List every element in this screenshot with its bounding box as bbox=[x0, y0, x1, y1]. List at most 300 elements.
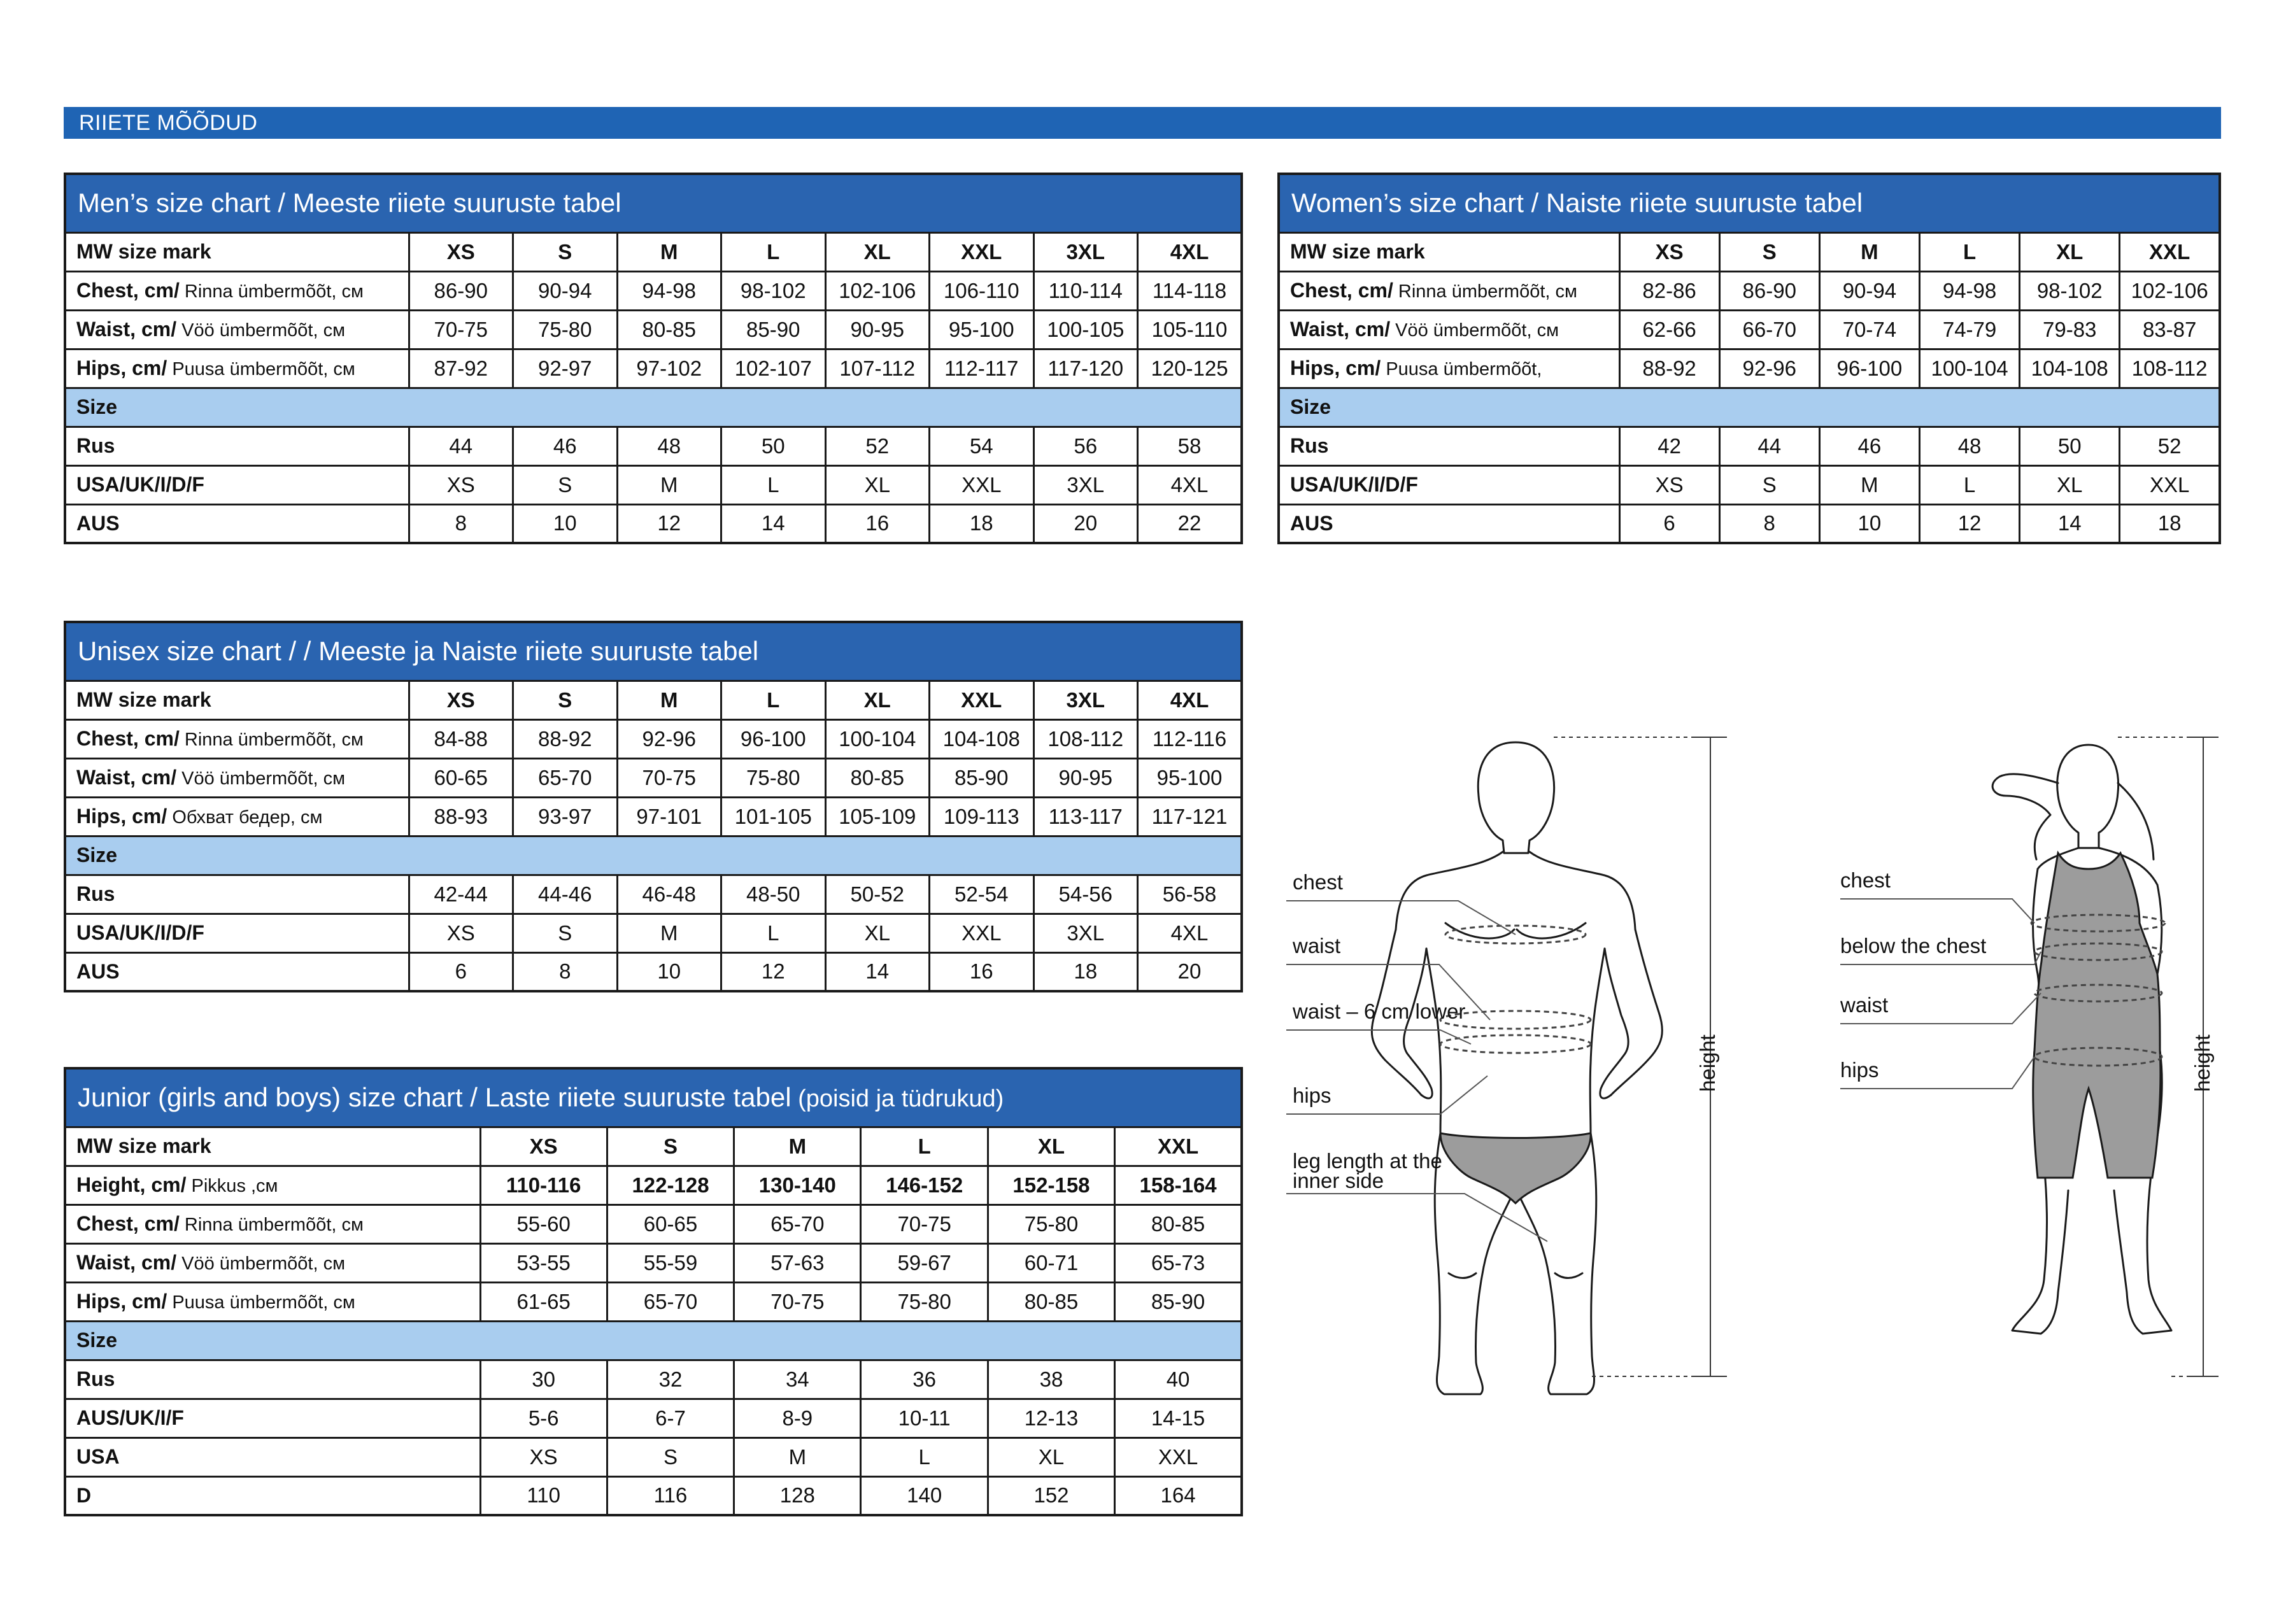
table-title: Women’s size chart / Naiste riiete suuruste tabel bbox=[1279, 174, 2220, 232]
table-cell: 48-50 bbox=[721, 875, 826, 914]
table-cell: 94-98 bbox=[617, 271, 721, 310]
table-cell: 58 bbox=[1138, 427, 1242, 465]
table-row bbox=[65, 758, 1242, 797]
table-cell: 75-80 bbox=[721, 758, 826, 797]
row-label: USA/UK/I/D/F bbox=[1279, 465, 1619, 504]
size-mark-cell: XXL bbox=[930, 681, 1034, 719]
table-cell: L bbox=[861, 1437, 988, 1476]
size-mark-cell: S bbox=[1719, 232, 1819, 271]
table-row bbox=[1279, 465, 2220, 504]
table-cell: M bbox=[1819, 465, 1919, 504]
table-cell: 84-88 bbox=[409, 719, 513, 758]
table-cell: 70-75 bbox=[617, 758, 721, 797]
table-cell: 110 bbox=[480, 1476, 607, 1515]
row-label bbox=[65, 310, 409, 349]
row-label-bold: Chest, cm/ bbox=[1290, 279, 1393, 302]
table-cell: XXL bbox=[930, 465, 1034, 504]
size-mark-cell: S bbox=[513, 232, 618, 271]
table-cell: 10-11 bbox=[861, 1399, 988, 1437]
row-label: MW size mark bbox=[1279, 232, 1619, 271]
table-cell: 94-98 bbox=[1919, 271, 2019, 310]
row-label-rest: Puusa ümbermõõt, bbox=[1381, 359, 1542, 379]
table-cell: 122-128 bbox=[607, 1166, 734, 1204]
male-chest-label: chest bbox=[1293, 870, 1343, 894]
size-mark-cell: M bbox=[617, 232, 721, 271]
size-mark-row bbox=[65, 232, 1242, 271]
size-mark-cell: 4XL bbox=[1138, 232, 1242, 271]
size-mark-row bbox=[65, 681, 1242, 719]
table-cell: 36 bbox=[861, 1360, 988, 1399]
table-cell: 152 bbox=[988, 1476, 1114, 1515]
size-mark-cell: XL bbox=[988, 1127, 1114, 1166]
table-cell: 52-54 bbox=[930, 875, 1034, 914]
row-label-bold: Height, cm/ bbox=[76, 1173, 187, 1196]
table-row bbox=[65, 427, 1242, 465]
male-waist-lower-label: waist – 6 cm lower bbox=[1293, 999, 1466, 1023]
table-cell: XS bbox=[409, 465, 513, 504]
table-cell: 6 bbox=[409, 952, 513, 991]
table-cell: 60-65 bbox=[607, 1204, 734, 1243]
table-cell: 14 bbox=[2020, 504, 2120, 543]
size-mark-cell: XS bbox=[480, 1127, 607, 1166]
table-cell: 48 bbox=[617, 427, 721, 465]
table-cell: 55-60 bbox=[480, 1204, 607, 1243]
table-cell: 8 bbox=[1719, 504, 1819, 543]
table-cell: 3XL bbox=[1033, 914, 1138, 952]
table-cell: 46 bbox=[513, 427, 618, 465]
table-cell: 75-80 bbox=[513, 310, 618, 349]
table-cell: 60-71 bbox=[988, 1243, 1114, 1282]
table-row bbox=[65, 465, 1242, 504]
size-mark-cell: XL bbox=[825, 681, 930, 719]
table-cell: 113-117 bbox=[1033, 797, 1138, 836]
table-row bbox=[65, 875, 1242, 914]
table-title bbox=[65, 1068, 1242, 1127]
row-label: MW size mark bbox=[65, 681, 409, 719]
table-cell: 146-152 bbox=[861, 1166, 988, 1204]
table-cell: 112-117 bbox=[930, 349, 1034, 388]
table-cell: 80-85 bbox=[1115, 1204, 1242, 1243]
size-section-label: Size bbox=[65, 388, 1242, 427]
female-below-chest-label: below the chest bbox=[1840, 934, 1987, 957]
row-label: Rus bbox=[1279, 427, 1619, 465]
size-mark-cell: S bbox=[607, 1127, 734, 1166]
size-mark-row bbox=[1279, 232, 2220, 271]
table-cell: 110-116 bbox=[480, 1166, 607, 1204]
table-cell: 14-15 bbox=[1115, 1399, 1242, 1437]
table-row bbox=[65, 914, 1242, 952]
row-label-bold: Hips, cm/ bbox=[1290, 357, 1381, 379]
size-mark-cell: M bbox=[617, 681, 721, 719]
row-label bbox=[65, 1166, 480, 1204]
title-main: Junior (girls and boys) size chart / Laste riiete suuruste tabel bbox=[78, 1082, 792, 1113]
table-cell: 80-85 bbox=[617, 310, 721, 349]
table-cell: 54 bbox=[930, 427, 1034, 465]
table-cell: 117-120 bbox=[1033, 349, 1138, 388]
row-label: Rus bbox=[65, 875, 409, 914]
row-label-bold: Waist, cm/ bbox=[76, 766, 177, 789]
table-cell: 110-114 bbox=[1033, 271, 1138, 310]
size-mark-cell: M bbox=[1819, 232, 1919, 271]
table-cell: 104-108 bbox=[930, 719, 1034, 758]
table-cell: 80-85 bbox=[825, 758, 930, 797]
table-cell: 100-104 bbox=[1919, 349, 2019, 388]
table-row bbox=[1279, 349, 2220, 388]
table-row bbox=[65, 1243, 1242, 1282]
table-cell: 108-112 bbox=[1033, 719, 1138, 758]
female-figure-illustration bbox=[1821, 732, 2229, 1407]
table-cell: 52 bbox=[825, 427, 930, 465]
table-cell: 100-105 bbox=[1033, 310, 1138, 349]
table-row bbox=[65, 1437, 1242, 1476]
size-mark-cell: XL bbox=[2020, 232, 2120, 271]
row-label bbox=[65, 271, 409, 310]
table-cell: 10 bbox=[513, 504, 618, 543]
row-label-rest: Rinna ümbermõõt, см bbox=[1393, 281, 1577, 302]
table-cell: XL bbox=[2020, 465, 2120, 504]
table-row bbox=[1279, 271, 2220, 310]
table-cell: 61-65 bbox=[480, 1282, 607, 1321]
table-cell: XXL bbox=[1115, 1437, 1242, 1476]
table-cell: 44 bbox=[409, 427, 513, 465]
male-leg-length-label-2: inner side bbox=[1293, 1169, 1384, 1192]
female-waist-label: waist bbox=[1840, 993, 1889, 1017]
row-label-rest: Vöö ümbermõõt, см bbox=[1390, 320, 1559, 341]
row-label bbox=[65, 349, 409, 388]
table-cell: 70-75 bbox=[409, 310, 513, 349]
table-cell: 10 bbox=[1819, 504, 1919, 543]
table-row bbox=[1279, 427, 2220, 465]
unisex-size-table bbox=[64, 621, 1243, 992]
table-cell: 93-97 bbox=[513, 797, 618, 836]
table-cell: 16 bbox=[825, 504, 930, 543]
table-cell: 98-102 bbox=[2020, 271, 2120, 310]
table-cell: 50 bbox=[721, 427, 826, 465]
table-cell: 128 bbox=[734, 1476, 861, 1515]
size-mark-cell: 3XL bbox=[1033, 681, 1138, 719]
table-row bbox=[65, 719, 1242, 758]
table-cell: 117-121 bbox=[1138, 797, 1242, 836]
table-cell: 114-118 bbox=[1138, 271, 1242, 310]
table-cell: 90-95 bbox=[825, 310, 930, 349]
table-cell: 40 bbox=[1115, 1360, 1242, 1399]
table-cell: XXL bbox=[2120, 465, 2220, 504]
table-row bbox=[65, 310, 1242, 349]
table-cell: 66-70 bbox=[1719, 310, 1819, 349]
table-cell: 44-46 bbox=[513, 875, 618, 914]
table-cell: 70-74 bbox=[1819, 310, 1919, 349]
table-row bbox=[65, 271, 1242, 310]
table-row bbox=[65, 1476, 1242, 1515]
table-cell: 90-94 bbox=[1819, 271, 1919, 310]
table-cell: S bbox=[513, 465, 618, 504]
table-cell: L bbox=[721, 465, 826, 504]
size-mark-cell: L bbox=[1919, 232, 2019, 271]
table-cell: M bbox=[734, 1437, 861, 1476]
table-cell: 85-90 bbox=[721, 310, 826, 349]
row-label-rest: Puusa ümbermõõt, см bbox=[167, 1292, 355, 1313]
table-cell: 90-95 bbox=[1033, 758, 1138, 797]
table-cell: 20 bbox=[1033, 504, 1138, 543]
table-cell: 101-105 bbox=[721, 797, 826, 836]
table-cell: 42-44 bbox=[409, 875, 513, 914]
table-cell: 152-158 bbox=[988, 1166, 1114, 1204]
row-label: Rus bbox=[65, 1360, 480, 1399]
table-cell: 65-70 bbox=[607, 1282, 734, 1321]
table-cell: S bbox=[1719, 465, 1819, 504]
size-section-row bbox=[1279, 388, 2220, 427]
size-section-label: Size bbox=[65, 836, 1242, 875]
table-cell: XL bbox=[825, 914, 930, 952]
table-cell: 60-65 bbox=[409, 758, 513, 797]
table-cell: 46 bbox=[1819, 427, 1919, 465]
table-row bbox=[65, 1204, 1242, 1243]
row-label-rest: Vöö ümbermõõt, см bbox=[176, 320, 346, 341]
table-cell: 46-48 bbox=[617, 875, 721, 914]
row-label-bold: Hips, cm/ bbox=[76, 805, 167, 828]
table-title: Men’s size chart / Meeste riiete suuruste tabel bbox=[65, 174, 1242, 232]
table-row bbox=[65, 1399, 1242, 1437]
table-cell: 98-102 bbox=[721, 271, 826, 310]
table-cell: 44 bbox=[1719, 427, 1819, 465]
male-figure-illustration bbox=[1274, 732, 1757, 1407]
table-cell: 96-100 bbox=[721, 719, 826, 758]
table-cell: 130-140 bbox=[734, 1166, 861, 1204]
table-cell: 20 bbox=[1138, 952, 1242, 991]
table-cell: 48 bbox=[1919, 427, 2019, 465]
size-mark-cell: L bbox=[721, 681, 826, 719]
row-label: Rus bbox=[65, 427, 409, 465]
table-cell: 100-104 bbox=[825, 719, 930, 758]
size-mark-cell: XS bbox=[409, 681, 513, 719]
table-cell: 52 bbox=[2120, 427, 2220, 465]
mens-size-table bbox=[64, 173, 1243, 544]
table-cell: 53-55 bbox=[480, 1243, 607, 1282]
size-mark-cell: XL bbox=[825, 232, 930, 271]
table-cell: 97-101 bbox=[617, 797, 721, 836]
size-mark-cell: XXL bbox=[2120, 232, 2220, 271]
row-label bbox=[65, 719, 409, 758]
table-cell: 158-164 bbox=[1115, 1166, 1242, 1204]
table-cell: M bbox=[617, 914, 721, 952]
table-cell: 38 bbox=[988, 1360, 1114, 1399]
table-cell: 107-112 bbox=[825, 349, 930, 388]
row-label-bold: Waist, cm/ bbox=[76, 1251, 177, 1274]
size-mark-cell: XS bbox=[1619, 232, 1719, 271]
table-cell: 102-107 bbox=[721, 349, 826, 388]
table-cell: 56-58 bbox=[1138, 875, 1242, 914]
row-label-bold: Chest, cm/ bbox=[76, 1212, 180, 1235]
male-height-label: height bbox=[1696, 1034, 1719, 1092]
row-label: MW size mark bbox=[65, 1127, 480, 1166]
table-cell: 6 bbox=[1619, 504, 1719, 543]
size-mark-cell: L bbox=[861, 1127, 988, 1166]
table-cell: 83-87 bbox=[2120, 310, 2220, 349]
female-chest-label: chest bbox=[1840, 868, 1891, 892]
table-cell: 30 bbox=[480, 1360, 607, 1399]
table-cell: 12 bbox=[617, 504, 721, 543]
row-label bbox=[65, 797, 409, 836]
table-row bbox=[65, 349, 1242, 388]
table-cell: 106-110 bbox=[930, 271, 1034, 310]
size-mark-cell: XXL bbox=[1115, 1127, 1242, 1166]
row-label: AUS bbox=[65, 952, 409, 991]
table-cell: XS bbox=[409, 914, 513, 952]
row-label-rest: Обхват бедер, см bbox=[167, 807, 323, 828]
table-cell: 86-90 bbox=[409, 271, 513, 310]
table-cell: 16 bbox=[930, 952, 1034, 991]
row-label: USA/UK/I/D/F bbox=[65, 465, 409, 504]
table-row bbox=[65, 1282, 1242, 1321]
table-cell: 12-13 bbox=[988, 1399, 1114, 1437]
table-cell: 70-75 bbox=[734, 1282, 861, 1321]
size-section-label: Size bbox=[65, 1321, 1242, 1360]
table-cell: M bbox=[617, 465, 721, 504]
size-mark-cell: S bbox=[513, 681, 618, 719]
table-cell: 108-112 bbox=[2120, 349, 2220, 388]
table-cell: 8 bbox=[409, 504, 513, 543]
table-cell: 87-92 bbox=[409, 349, 513, 388]
table-cell: 116 bbox=[607, 1476, 734, 1515]
row-label bbox=[1279, 349, 1619, 388]
table-cell: 62-66 bbox=[1619, 310, 1719, 349]
size-mark-cell: 4XL bbox=[1138, 681, 1242, 719]
row-label: AUS bbox=[65, 504, 409, 543]
table-cell: 104-108 bbox=[2020, 349, 2120, 388]
table-row bbox=[65, 1360, 1242, 1399]
size-section-row bbox=[65, 388, 1242, 427]
table-cell: 95-100 bbox=[1138, 758, 1242, 797]
row-label-bold: Chest, cm/ bbox=[76, 279, 180, 302]
table-cell: 95-100 bbox=[930, 310, 1034, 349]
table-cell: 6-7 bbox=[607, 1399, 734, 1437]
table-cell: 96-100 bbox=[1819, 349, 1919, 388]
size-mark-cell: XS bbox=[409, 232, 513, 271]
row-label bbox=[65, 1243, 480, 1282]
row-label-bold: Waist, cm/ bbox=[1290, 318, 1391, 341]
table-cell: 88-92 bbox=[1619, 349, 1719, 388]
table-cell: 18 bbox=[2120, 504, 2220, 543]
table-cell: L bbox=[1919, 465, 2019, 504]
table-cell: 18 bbox=[1033, 952, 1138, 991]
row-label: USA/UK/I/D/F bbox=[65, 914, 409, 952]
size-section-label: Size bbox=[1279, 388, 2220, 427]
table-cell: 57-63 bbox=[734, 1243, 861, 1282]
row-label-bold: Waist, cm/ bbox=[76, 318, 177, 341]
table-cell: 102-106 bbox=[2120, 271, 2220, 310]
table-cell: 56 bbox=[1033, 427, 1138, 465]
table-cell: 88-93 bbox=[409, 797, 513, 836]
row-label-rest: Rinna ümbermõõt, см bbox=[179, 281, 364, 302]
row-label bbox=[65, 1204, 480, 1243]
table-cell: 32 bbox=[607, 1360, 734, 1399]
row-label: AUS bbox=[1279, 504, 1619, 543]
table-cell: 82-86 bbox=[1619, 271, 1719, 310]
table-cell: 112-116 bbox=[1138, 719, 1242, 758]
size-mark-cell: 3XL bbox=[1033, 232, 1138, 271]
table-row bbox=[1279, 310, 2220, 349]
table-cell: 120-125 bbox=[1138, 349, 1242, 388]
table-cell: L bbox=[721, 914, 826, 952]
table-cell: 50 bbox=[2020, 427, 2120, 465]
table-cell: 22 bbox=[1138, 504, 1242, 543]
table-cell: 74-79 bbox=[1919, 310, 2019, 349]
womens-size-table bbox=[1277, 173, 2221, 544]
table-row bbox=[65, 952, 1242, 991]
table-row bbox=[1279, 504, 2220, 543]
table-cell: 12 bbox=[721, 952, 826, 991]
table-cell: 79-83 bbox=[2020, 310, 2120, 349]
table-cell: S bbox=[513, 914, 618, 952]
table-cell: 109-113 bbox=[930, 797, 1034, 836]
table-cell: S bbox=[607, 1437, 734, 1476]
table-cell: 59-67 bbox=[861, 1243, 988, 1282]
row-label-rest: Pikkus ,см bbox=[186, 1176, 278, 1196]
table-cell: 92-97 bbox=[513, 349, 618, 388]
table-cell: 102-106 bbox=[825, 271, 930, 310]
table-cell: 86-90 bbox=[1719, 271, 1819, 310]
table-cell: 65-73 bbox=[1115, 1243, 1242, 1282]
table-row bbox=[65, 504, 1242, 543]
table-row bbox=[65, 1166, 1242, 1204]
table-cell: 75-80 bbox=[861, 1282, 988, 1321]
table-cell: 14 bbox=[721, 504, 826, 543]
table-cell: 85-90 bbox=[930, 758, 1034, 797]
row-label-rest: Rinna ümbermõõt, см bbox=[179, 730, 364, 750]
row-label bbox=[1279, 271, 1619, 310]
table-cell: 4XL bbox=[1138, 465, 1242, 504]
junior-size-table bbox=[64, 1067, 1243, 1516]
table-cell: 140 bbox=[861, 1476, 988, 1515]
table-cell: 90-94 bbox=[513, 271, 618, 310]
row-label bbox=[1279, 310, 1619, 349]
female-height-label: height bbox=[2190, 1034, 2214, 1092]
table-cell: 3XL bbox=[1033, 465, 1138, 504]
table-cell: 92-96 bbox=[617, 719, 721, 758]
table-cell: 8 bbox=[513, 952, 618, 991]
size-mark-cell: M bbox=[734, 1127, 861, 1166]
table-cell: 65-70 bbox=[513, 758, 618, 797]
table-cell: 42 bbox=[1619, 427, 1719, 465]
table-cell: 164 bbox=[1115, 1476, 1242, 1515]
table-cell: 85-90 bbox=[1115, 1282, 1242, 1321]
table-cell: 105-110 bbox=[1138, 310, 1242, 349]
table-cell: 50-52 bbox=[825, 875, 930, 914]
table-cell: 5-6 bbox=[480, 1399, 607, 1437]
table-cell: 12 bbox=[1919, 504, 2019, 543]
table-cell: XL bbox=[988, 1437, 1114, 1476]
row-label bbox=[65, 1282, 480, 1321]
table-cell: 4XL bbox=[1138, 914, 1242, 952]
table-cell: 97-102 bbox=[617, 349, 721, 388]
table-cell: XL bbox=[825, 465, 930, 504]
row-label-rest: Vöö ümbermõõt, см bbox=[176, 1253, 346, 1274]
table-cell: 34 bbox=[734, 1360, 861, 1399]
table-cell: XXL bbox=[930, 914, 1034, 952]
row-label: AUS/UK/I/F bbox=[65, 1399, 480, 1437]
male-waist-label: waist bbox=[1293, 934, 1341, 957]
size-mark-cell: XXL bbox=[930, 232, 1034, 271]
table-row bbox=[65, 797, 1242, 836]
size-mark-cell: L bbox=[721, 232, 826, 271]
size-section-row bbox=[65, 1321, 1242, 1360]
row-label: USA bbox=[65, 1437, 480, 1476]
table-cell: 14 bbox=[825, 952, 930, 991]
table-cell: 105-109 bbox=[825, 797, 930, 836]
table-cell: 8-9 bbox=[734, 1399, 861, 1437]
row-label-bold: Hips, cm/ bbox=[76, 1290, 167, 1313]
female-hips-label: hips bbox=[1840, 1058, 1879, 1082]
